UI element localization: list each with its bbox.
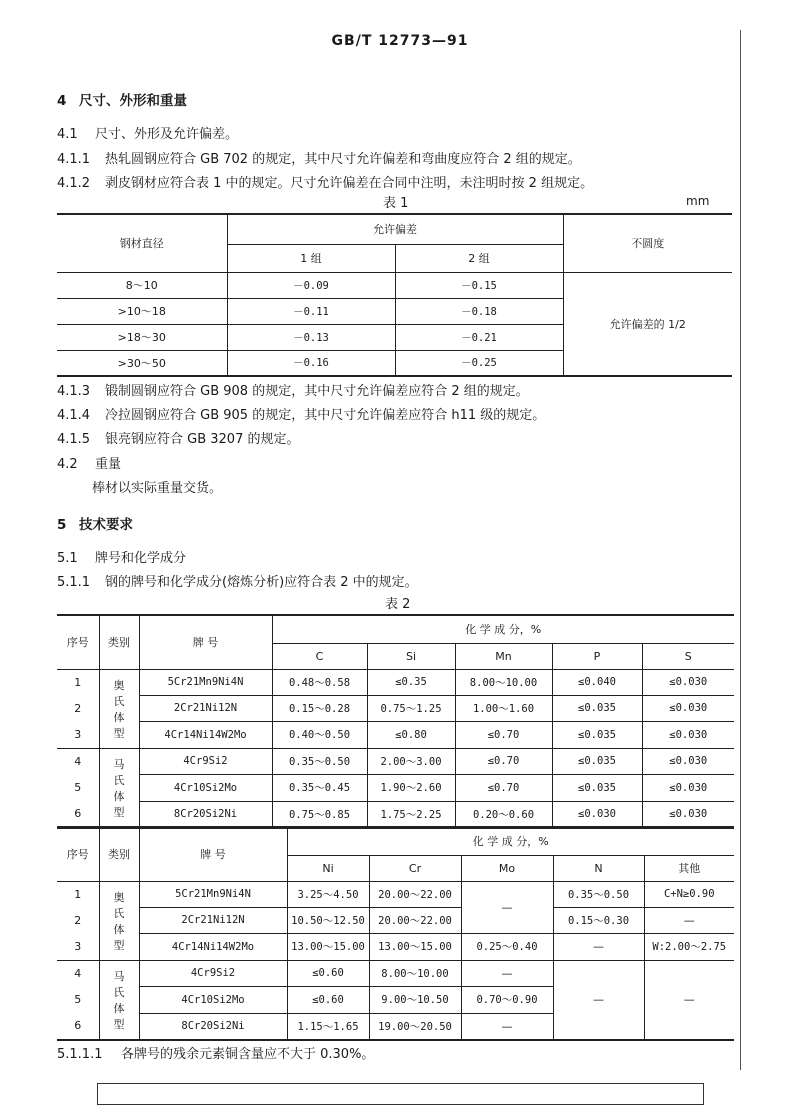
table-1 <box>57 213 732 377</box>
footer-frame <box>97 1083 704 1105</box>
t2-mn: 0.20～0.60 <box>455 801 552 828</box>
t3-seq-martensitic: 4 5 6 <box>57 960 99 1040</box>
t2-col-si: Si <box>367 643 455 669</box>
t3-other: W:2.00～2.75 <box>644 934 734 960</box>
table-2-part-2 <box>57 826 734 1041</box>
t3-other: C+N≥0.90 <box>644 881 734 907</box>
section-5-heading: 5 技术要求 <box>57 517 133 533</box>
t1-row-group2: －0.25 <box>395 350 563 376</box>
t3-mo: 0.70～0.90 <box>461 987 553 1014</box>
t2-mn: ≤0.70 <box>455 722 552 748</box>
clause-4-1-4: 4.1.4 冷拉圆钢应符合 GB 905 的规定，其中尺寸允许偏差应符合 h11 级的规定。 <box>57 408 546 423</box>
t3-ni: 1.15～1.65 <box>287 1013 369 1040</box>
t3-header-seq: 序号 <box>57 827 99 881</box>
t2-mn: 8.00～10.00 <box>455 669 552 695</box>
t3-class-martensitic: 马氏体型 <box>99 960 139 1040</box>
t3-mo: 0.25～0.40 <box>461 934 553 960</box>
t1-row-group2: －0.15 <box>395 272 563 298</box>
t2-s: ≤0.030 <box>642 801 734 828</box>
t2-grade: 4Cr10Si2Mo <box>139 775 272 802</box>
t3-header-class: 类别 <box>99 827 139 881</box>
t2-col-s: S <box>642 643 734 669</box>
t3-col-cr: Cr <box>369 855 461 881</box>
t1-row-diameter: >30～50 <box>57 350 227 376</box>
t2-grade: 2Cr21Ni12N <box>139 695 272 721</box>
t2-header-chem: 化 学 成 分，% <box>272 615 734 643</box>
clause-5-1-1: 5.1.1 钢的牌号和化学成分(熔炼分析)应符合表 2 中的规定。 <box>57 575 418 590</box>
t1-row-diameter: >10～18 <box>57 298 227 324</box>
section-4-heading: 4 尺寸、外形和重量 <box>57 93 187 109</box>
t2-grade: 8Cr20Si2Ni <box>139 801 272 828</box>
clause-4-1-3: 4.1.3 锻制圆钢应符合 GB 908 的规定，其中尺寸允许偏差应符合 2 组的规定。 <box>57 384 529 399</box>
t2-header-class: 类别 <box>99 615 139 669</box>
t3-n-dash: — <box>553 960 644 1040</box>
t3-grade: 4Cr10Si2Mo <box>139 987 287 1014</box>
t2-mn: 1.00～1.60 <box>455 695 552 721</box>
t2-col-mn: Mn <box>455 643 552 669</box>
t2-grade: 4Cr14Ni14W2Mo <box>139 722 272 748</box>
t2-header-seq: 序号 <box>57 615 99 669</box>
margin-rule <box>740 30 741 1070</box>
t3-cr: 13.00～15.00 <box>369 934 461 960</box>
t2-class-martensitic: 马氏体型 <box>99 748 139 828</box>
clause-5-1: 5.1 牌号和化学成分 <box>57 551 187 566</box>
t3-col-mo: Mo <box>461 855 553 881</box>
t3-grade: 8Cr20Si2Ni <box>139 1013 287 1040</box>
t1-roundness-value: 允许偏差的 1/2 <box>563 272 732 376</box>
t3-mo: — <box>461 1013 553 1040</box>
t3-n: 0.35～0.50 <box>553 881 644 907</box>
t1-row-group1: －0.09 <box>227 272 395 298</box>
t2-col-c: C <box>272 643 367 669</box>
t3-class-austenitic: 奥氏体型 <box>99 881 139 960</box>
clause-4-1-2: 4.1.2 剥皮钢材应符合表 1 中的规定。尺寸允许偏差在合同中注明，未注明时按 2 组规定。 <box>57 176 594 191</box>
t3-ni: ≤0.60 <box>287 987 369 1014</box>
t2-si: 2.00～3.00 <box>367 748 455 775</box>
t3-cr: 20.00～22.00 <box>369 907 461 933</box>
t2-s: ≤0.030 <box>642 748 734 775</box>
t2-seq-martensitic: 4 5 6 <box>57 748 99 828</box>
clause-4-1: 4.1 尺寸、外形及允许偏差。 <box>57 127 239 142</box>
t3-ni: 10.50～12.50 <box>287 907 369 933</box>
t1-header-group2: 2 组 <box>395 244 563 272</box>
t3-other: — <box>644 907 734 933</box>
t2-p: ≤0.035 <box>552 722 642 748</box>
t1-header-roundness: 不圆度 <box>563 214 732 272</box>
t2-si: ≤0.80 <box>367 722 455 748</box>
t1-header-group1: 1 组 <box>227 244 395 272</box>
t3-seq-austenitic: 1 2 3 <box>57 881 99 960</box>
t3-grade: 5Cr21Mn9Ni4N <box>139 881 287 907</box>
t2-p: ≤0.035 <box>552 775 642 802</box>
t3-grade: 4Cr14Ni14W2Mo <box>139 934 287 960</box>
t2-p: ≤0.040 <box>552 669 642 695</box>
t2-s: ≤0.030 <box>642 695 734 721</box>
t2-c: 0.15～0.28 <box>272 695 367 721</box>
t2-si: 1.75～2.25 <box>367 801 455 828</box>
t3-header-chem: 化 学 成 分，% <box>287 827 734 855</box>
t3-n: — <box>553 934 644 960</box>
t2-c: 0.40～0.50 <box>272 722 367 748</box>
clause-5-1-1-1: 5.1.1.1 各牌号的残余元素铜含量应不大于 0.30%。 <box>57 1047 375 1062</box>
t2-header-grade: 牌 号 <box>139 615 272 669</box>
t2-s: ≤0.030 <box>642 669 734 695</box>
t1-header-tolerance: 允许偏差 <box>227 214 563 244</box>
t2-si: 1.90～2.60 <box>367 775 455 802</box>
t2-p: ≤0.035 <box>552 748 642 775</box>
t3-cr: 20.00～22.00 <box>369 881 461 907</box>
standard-header: GB/T 12773—91 <box>331 33 469 49</box>
table-2-caption: 表 2 <box>385 597 411 612</box>
t2-c: 0.75～0.85 <box>272 801 367 828</box>
t2-c: 0.35～0.45 <box>272 775 367 802</box>
t3-other-dash: — <box>644 960 734 1040</box>
t3-grade: 4Cr9Si2 <box>139 960 287 987</box>
t3-col-n: N <box>553 855 644 881</box>
t1-row-diameter: >18～30 <box>57 324 227 350</box>
t2-p: ≤0.030 <box>552 801 642 828</box>
t3-mo-dash: — <box>461 881 553 934</box>
t3-n: 0.15～0.30 <box>553 907 644 933</box>
t1-row-diameter: 8～10 <box>57 272 227 298</box>
t1-row-group2: －0.18 <box>395 298 563 324</box>
t2-grade: 5Cr21Mn9Ni4N <box>139 669 272 695</box>
t3-ni: ≤0.60 <box>287 960 369 987</box>
t3-grade: 2Cr21Ni12N <box>139 907 287 933</box>
t3-ni: 13.00～15.00 <box>287 934 369 960</box>
t3-header-grade: 牌 号 <box>139 827 287 881</box>
t2-mn: ≤0.70 <box>455 775 552 802</box>
t2-col-p: P <box>552 643 642 669</box>
t3-mo: — <box>461 960 553 987</box>
t2-seq-austenitic: 1 2 3 <box>57 669 99 748</box>
clause-4-1-1: 4.1.1 热轧圆钢应符合 GB 702 的规定，其中尺寸允许偏差和弯曲度应符合 2 组的规定。 <box>57 152 581 167</box>
t2-class-austenitic: 奥氏体型 <box>99 669 139 748</box>
t3-cr: 9.00～10.50 <box>369 987 461 1014</box>
t1-row-group2: －0.21 <box>395 324 563 350</box>
t3-col-other: 其他 <box>644 855 734 881</box>
t3-cr: 8.00～10.00 <box>369 960 461 987</box>
t1-row-group1: －0.13 <box>227 324 395 350</box>
t1-row-group1: －0.11 <box>227 298 395 324</box>
t1-header-diameter: 钢材直径 <box>57 214 227 272</box>
t2-si: ≤0.35 <box>367 669 455 695</box>
t2-si: 0.75～1.25 <box>367 695 455 721</box>
t3-ni: 3.25～4.50 <box>287 881 369 907</box>
table-1-caption: 表 1 <box>383 196 409 211</box>
clause-4-2-body: 棒材以实际重量交货。 <box>92 481 223 496</box>
t2-c: 0.48～0.58 <box>272 669 367 695</box>
t3-col-ni: Ni <box>287 855 369 881</box>
t2-s: ≤0.030 <box>642 775 734 802</box>
t2-grade: 4Cr9Si2 <box>139 748 272 775</box>
t2-s: ≤0.030 <box>642 722 734 748</box>
t2-mn: ≤0.70 <box>455 748 552 775</box>
clause-4-1-5: 4.1.5 银亮钢应符合 GB 3207 的规定。 <box>57 432 300 447</box>
t2-c: 0.35～0.50 <box>272 748 367 775</box>
table-2-part-1 <box>57 614 734 829</box>
t3-cr: 19.00～20.50 <box>369 1013 461 1040</box>
table-1-unit: mm <box>686 194 710 208</box>
t2-p: ≤0.035 <box>552 695 642 721</box>
clause-4-2: 4.2 重量 <box>57 457 122 472</box>
t1-row-group1: －0.16 <box>227 350 395 376</box>
